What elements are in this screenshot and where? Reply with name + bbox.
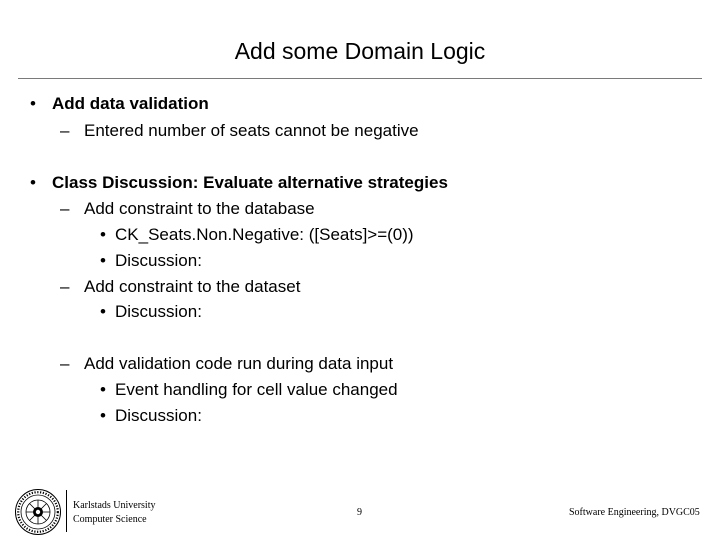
bullet-glyph: • <box>100 406 106 425</box>
bullet-glyph: • <box>100 251 106 270</box>
footer-department: Computer Science <box>73 514 147 525</box>
subitem-constraint-database: Add constraint to the database <box>84 199 315 218</box>
dash-glyph: – <box>60 121 70 140</box>
bullet-glyph: • <box>100 225 106 244</box>
subsubitem-discussion: Discussion: <box>115 302 202 321</box>
subitem-constraint-dataset: Add constraint to the dataset <box>84 277 301 296</box>
dash-glyph: – <box>60 199 70 218</box>
title-divider <box>18 78 702 79</box>
bullet-add-data-validation: Add data validation <box>52 94 209 113</box>
footer-institution-block <box>66 490 167 532</box>
dash-glyph: – <box>60 277 70 296</box>
slide-title: Add some Domain Logic <box>234 38 486 64</box>
bullet-glyph: • <box>100 302 106 321</box>
university-seal-icon <box>14 488 62 536</box>
footer-university: Karlstads University <box>73 500 156 511</box>
subsubitem-event-handling: Event handling for cell value changed <box>115 380 398 399</box>
subsubitem-ck-seats: CK_Seats.Non.Negative: ([Seats]>=(0)) <box>115 225 414 244</box>
subsubitem-discussion: Discussion: <box>115 251 202 270</box>
subsubitem-discussion: Discussion: <box>115 406 202 425</box>
footer-course: Software Engineering, DVGC05 <box>569 507 700 518</box>
bullet-glyph: • <box>30 173 36 192</box>
subitem-seats-not-negative: Entered number of seats cannot be negative <box>84 121 419 140</box>
page-number: 9 <box>357 507 362 518</box>
bullet-class-discussion: Class Discussion: Evaluate alternative strategies <box>52 173 448 192</box>
dash-glyph: – <box>60 354 70 373</box>
bullet-glyph: • <box>100 380 106 399</box>
bullet-glyph: • <box>30 94 36 113</box>
subitem-validation-code: Add validation code run during data input <box>84 354 394 373</box>
